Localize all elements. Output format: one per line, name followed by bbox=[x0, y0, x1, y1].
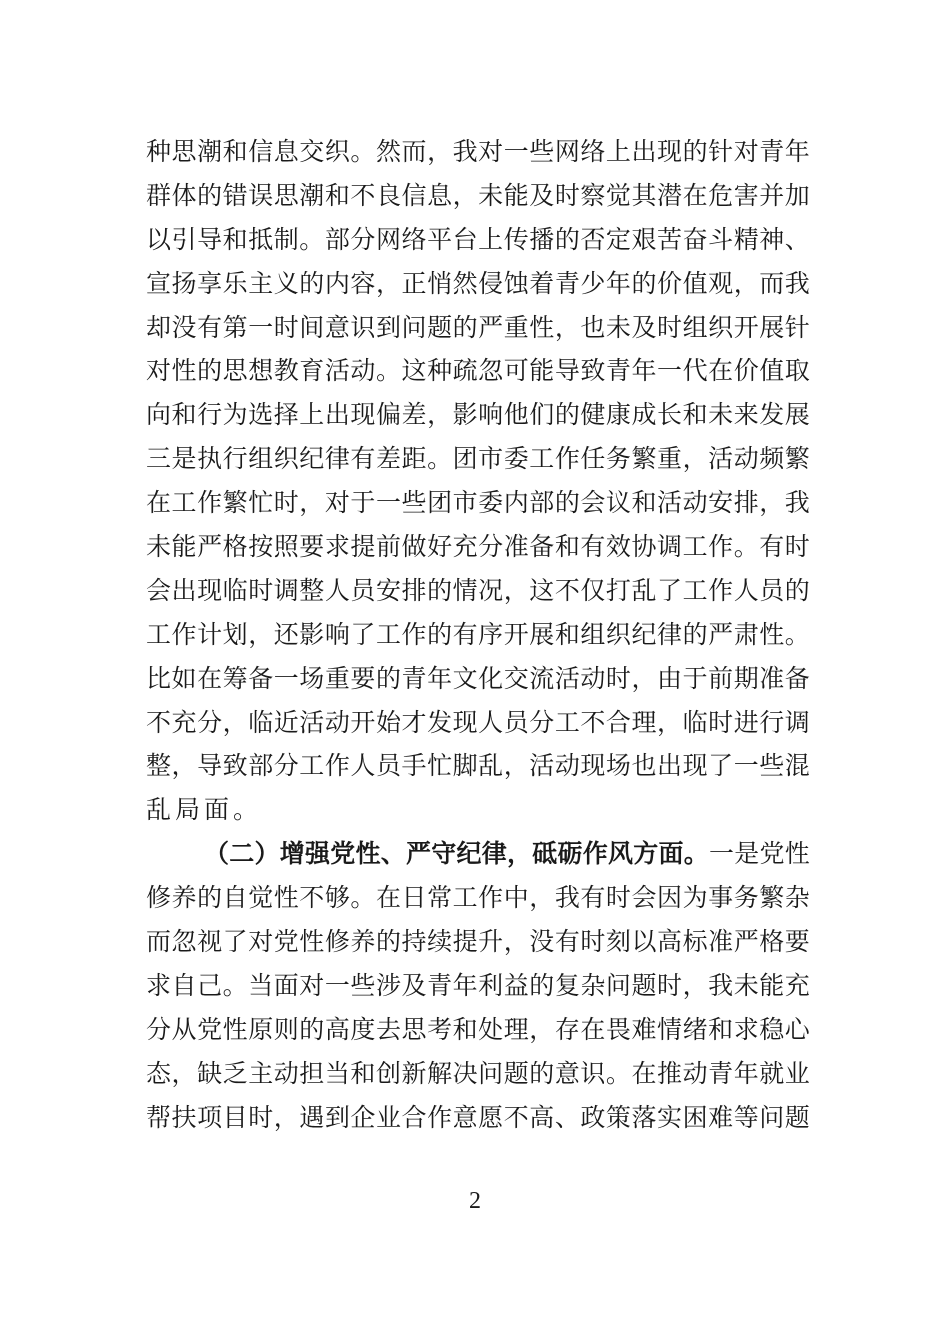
body-text bbox=[146, 130, 810, 1139]
text-line: 态，缺乏主动担当和创新解决问题的意识。在推动青年就业 bbox=[146, 1058, 810, 1088]
page-number: 2 bbox=[469, 1188, 481, 1214]
text-line: 种思潮和信息交织。然而，我对一些网络上出现的针对青年 bbox=[146, 137, 810, 166]
text-line: 分从党性原则的高度去思考和处理，存在畏难情绪和求稳心 bbox=[146, 1014, 810, 1044]
text-line: 三是执行组织纪律有差距。团市委工作任务繁重，活动频繁 bbox=[146, 444, 810, 474]
section-heading: （二）增强党性、严守纪律，砥砺作风方面。 bbox=[204, 839, 710, 869]
text-line: 比如在筹备一场重要的青年文化交流活动时，由于前期准备 bbox=[146, 663, 810, 693]
text-line: 未能严格按照要求提前做好充分准备和有效协调工作。有时 bbox=[146, 532, 810, 562]
text-line: 乱局面。 bbox=[146, 795, 263, 825]
section-heading-rest: 一是党性 bbox=[709, 839, 810, 869]
text-line: 工作计划，还影响了工作的有序开展和组织纪律的严肃性。 bbox=[146, 619, 810, 649]
text-line: 修养的自觉性不够。在日常工作中，我有时会因为事务繁杂 bbox=[146, 883, 810, 913]
text-line: 却没有第一时间意识到问题的严重性，也未及时组织开展针 bbox=[146, 312, 810, 342]
text-line: 整，导致部分工作人员手忙脚乱，活动现场也出现了一些混 bbox=[146, 751, 810, 781]
section-heading-line bbox=[146, 832, 810, 876]
text-line: 群体的错误思潮和不良信息，未能及时察觉其潜在危害并加 bbox=[146, 180, 810, 210]
text-line: 在工作繁忙时，对于一些团市委内部的会议和活动安排，我 bbox=[146, 488, 810, 518]
text-line: 求自己。当面对一些涉及青年利益的复杂问题时，我未能充 bbox=[146, 970, 810, 1000]
text-line: 不充分，临近活动开始才发现人员分工不合理，临时进行调 bbox=[146, 707, 810, 737]
text-line: 对性的思想教育活动。这种疏忽可能导致青年一代在价值取 bbox=[146, 356, 810, 386]
text-line: 以引导和抵制。部分网络平台上传播的否定艰苦奋斗精神、 bbox=[146, 224, 810, 254]
text-line: 会出现临时调整人员安排的情况，这不仅打乱了工作人员的 bbox=[146, 575, 810, 605]
text-line: 向和行为选择上出现偏差，影响他们的健康成长和未来发展 bbox=[146, 400, 810, 430]
text-line: 帮扶项目时，遇到企业合作意愿不高、政策落实困难等问题 bbox=[146, 1102, 810, 1132]
text-line: 宣扬享乐主义的内容，正悄然侵蚀着青少年的价值观，而我 bbox=[146, 268, 810, 298]
text-line: 而忽视了对党性修养的持续提升，没有时刻以高标准严格要 bbox=[146, 927, 810, 957]
